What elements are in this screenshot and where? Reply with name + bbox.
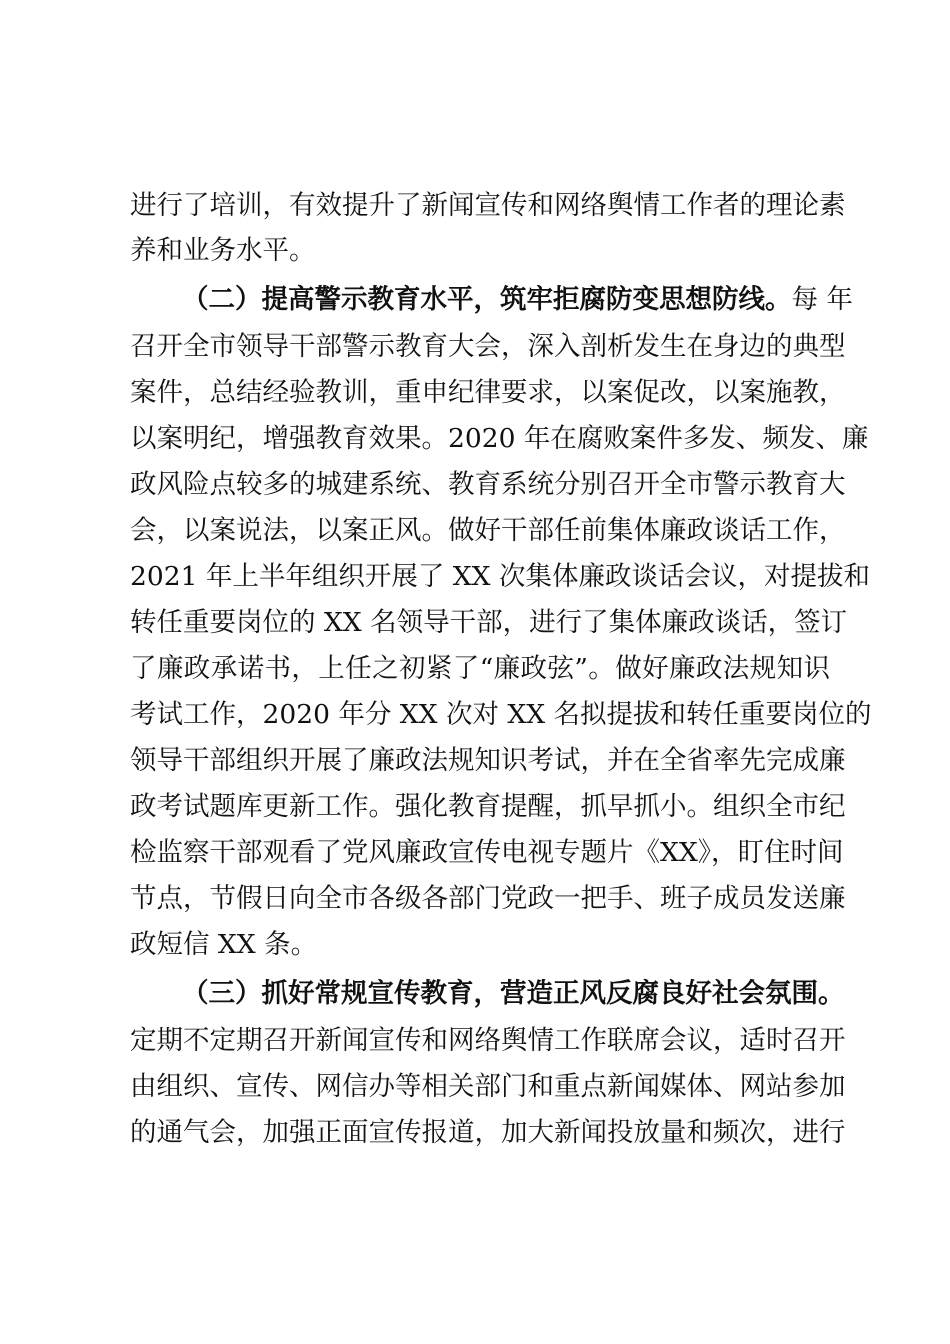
section-heading-2: （二）提高警示教育水平，筑牢拒腐防变思想防线。 xyxy=(182,284,792,315)
paragraph-2-line-7: 2021 年上半年组织开展了 XX 次集体廉政谈话会议，对提拔和 xyxy=(130,561,870,592)
paragraph-2-line-9: 了廉政承诺书，上任之初紧了“廉政弦”。做好廉政法规知识 xyxy=(130,653,830,684)
paragraph-2-line-2: 召开全市领导干部警示教育大会，深入剖析发生在身边的典型 xyxy=(130,331,846,362)
paragraph-3-line-1 xyxy=(182,974,845,1014)
paragraph-3-line-2: 定期不定期召开新闻宣传和网络舆情工作联席会议，适时召开 xyxy=(130,1025,846,1056)
paragraph-1-line-1: 进行了培训，有效提升了新闻宣传和网络舆情工作者的理论素 xyxy=(130,190,846,221)
paragraph-2-line-14: 节点，节假日向全市各级各部门党政一把手、班子成员发送廉 xyxy=(130,883,846,914)
paragraph-2-line-12: 政考试题库更新工作。强化教育提醒，抓早抓小。组织全市纪 xyxy=(130,791,846,822)
paragraph-3-line-3: 由组织、宣传、网信办等相关部门和重点新闻媒体、网站参加 xyxy=(130,1071,846,1102)
paragraph-2-line-1 xyxy=(182,280,853,320)
paragraph-2-line-5: 政风险点较多的城建系统、教育系统分别召开全市警示教育大 xyxy=(130,469,846,500)
paragraph-1-line-2: 养和业务水平。 xyxy=(130,235,316,266)
paragraph-2-line-3: 案件，总结经验教训，重申纪律要求，以案促改，以案施教， xyxy=(130,377,846,408)
paragraph-2-line-11: 领导干部组织开展了廉政法规知识考试，并在全省率先完成廉 xyxy=(130,745,846,776)
paragraph-2-line-4: 以案明纪，增强教育效果。2020 年在腐败案件多发、频发、廉 xyxy=(130,423,869,454)
paragraph-2-line-8: 转任重要岗位的 XX 名领导干部，进行了集体廉政谈话，签订 xyxy=(130,607,848,638)
paragraph-3-line-4: 的通气会，加强正面宣传报道，加大新闻投放量和频次，进行 xyxy=(130,1117,846,1148)
section-heading-3: （三）抓好常规宣传教育，营造正风反腐良好社会氛围。 xyxy=(182,978,845,1009)
paragraph-2-line-15: 政短信 XX 条。 xyxy=(130,929,318,960)
paragraph-2-line-10: 考试工作，2020 年分 XX 次对 XX 名拟提拔和转任重要岗位的 xyxy=(130,699,872,730)
paragraph-2-line-6: 会，以案说法，以案正风。做好干部任前集体廉政谈话工作， xyxy=(130,515,846,546)
paragraph-2-heading-rest: 每 年 xyxy=(791,284,853,315)
paragraph-2-line-13: 检监察干部观看了党风廉政宣传电视专题片《XX》，盯住时间 xyxy=(130,837,844,868)
